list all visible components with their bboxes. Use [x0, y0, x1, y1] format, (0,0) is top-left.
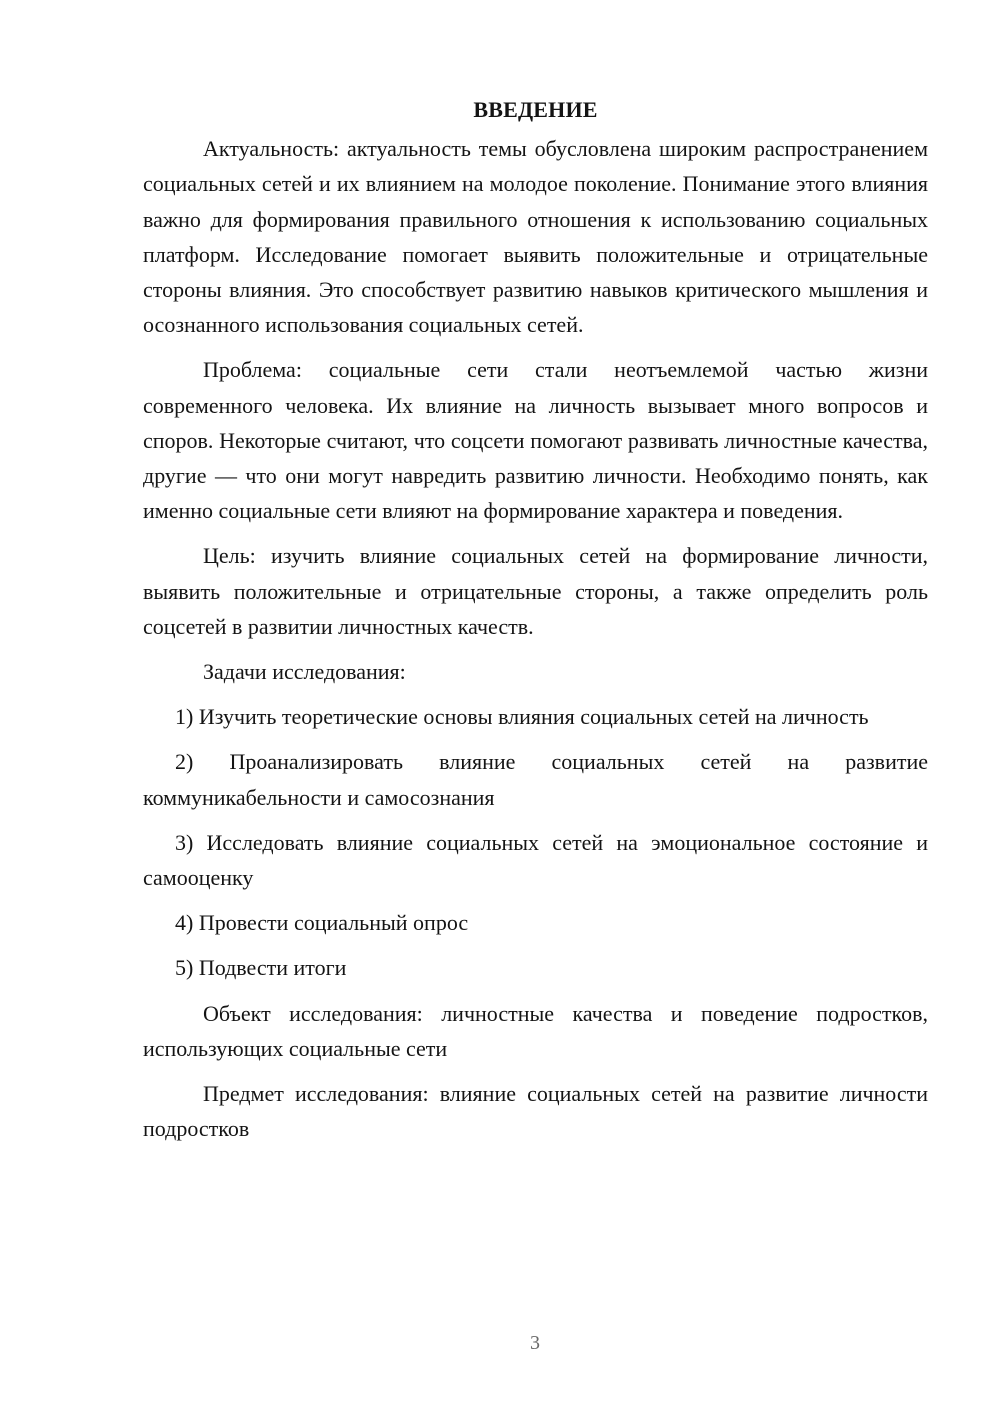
subject-paragraph: Предмет исследования: влияние социальных сетей на развитие личности подростков	[143, 1081, 928, 1142]
task-item-5: 5) Подвести итоги	[175, 955, 347, 981]
tasks-heading: Задачи исследования:	[203, 659, 406, 685]
task-item-3: 3) Исследовать влияние социальных сетей на эмоциональное состояние и самооценку	[143, 829, 928, 891]
task-item-4: 4) Провести социальный опрос	[175, 910, 469, 936]
goal-paragraph: Цель: изучить влияние социальных сетей на формирование личности, выявить положительные и отрицательные стороны, а также определить роль соцсетей в развитии личностных качеств.	[143, 543, 928, 639]
task-item-2: 2) Проанализировать влияние социальных сетей на развитие коммуникабельности и самосознания	[143, 749, 928, 810]
problem-paragraph: Проблема: социальные сети стали неотъемлемой частью жизни современного человека. Их влияние на личность вызывает много вопросов и споров. Некоторые считают, что соцсети помогают развивать личностные качества, другие — что они могут навредить развитию личности. Необходимо понять, как именно социальные сети влияют на формирование характера и поведения.	[143, 357, 928, 524]
task-item-1: 1) Изучить теоретические основы влияния социальных сетей на личность	[175, 704, 869, 730]
relevance-paragraph: Актуальность: актуальность темы обусловлена широким распространением социальных сетей и их влиянием на молодое поколение. Понимание этого влияния важно для формирования правильного отношения к использованию социальных платформ. Исследование помогает выявить положительные и отрицательные стороны влияния. Это способствует развитию навыков критического мышления и осознанного использования социальных сетей.	[143, 136, 928, 338]
document-page	[143, 92, 928, 1156]
page-number: 3	[530, 1332, 540, 1354]
object-paragraph: Объект исследования: личностные качества и поведение подростков, использующих социальные сети	[143, 1000, 928, 1061]
page-title: ВВЕДЕНИЕ	[473, 97, 598, 122]
